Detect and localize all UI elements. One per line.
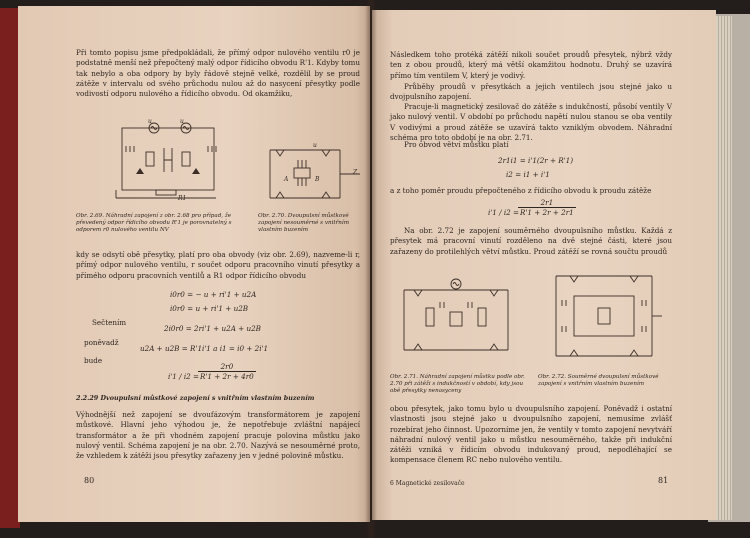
fig269-label-u2: u <box>180 118 184 125</box>
left-equation-4: u2A + u2B = R'1i'1 a i1 = i0 + 2i'1 <box>140 344 269 353</box>
fig269-label-u1: u <box>148 118 152 125</box>
caption-fig-2-69: Obr. 2.69. Náhradní zapojení z obr. 2.68 pro případ, že převedený odpor řídicího obvodu R'1 je porovnatelný s odporem r0 nulového ventilu NV <box>76 213 232 234</box>
right-paragraph-2: Průběhy proudů v přesytkách a jejich ventilech jsou stejné jako u dvojpulsního zapojení. <box>390 82 672 102</box>
figure-2-72 <box>544 268 664 364</box>
left-equation-5-numerator: 2r0 <box>198 362 256 372</box>
label-sectenim: Sečtením <box>92 318 127 327</box>
left-equation-1: i0r0 = − u + ri'1 + u2A <box>170 290 257 299</box>
fig269-label-r1: R1 <box>178 195 187 202</box>
page-right <box>372 10 716 520</box>
fig270-label-b: B <box>315 176 320 183</box>
fig270-label-u: u <box>313 142 317 149</box>
left-equation-5-fraction <box>198 362 256 381</box>
caption-fig-2-70: Obr. 2.70. Dvoupulsní můstkové zapojení nesouměrné s vnitřním vlastním buzením <box>258 213 349 234</box>
right-equation-3-numerator: 2r1 <box>518 198 576 208</box>
right-paragraph-7: obou přesytek, jako tomu bylo u dvoupulsního zapojení. Poněvadž i ostatní vlastnosti jsou stejné jako u dvoupulsního zapojení, nemusíme zvlášť rozebírat jeho činnost. Upozorníme jen, že ventily v tomto zapojení nevytváří náhradní nulový ventil jako u můstku nesouměrného, takže při indukční zátěži vzniká v řídicím obvodu indukovaný proud, nepodléhající se kompensace členem RC nebo nulového ventilu. <box>390 404 672 465</box>
right-equation-1: 2r1i1 = i'1(2r + R'1) <box>498 156 574 165</box>
right-equation-2: i2 = i1 + i'1 <box>506 170 550 179</box>
page-footer: 6 Magnetické zesilovače <box>390 480 465 487</box>
right-equation-3-fraction <box>518 198 576 217</box>
right-paragraph-4: Pro obvod větví můstku platí <box>404 140 509 149</box>
figure-2-69 <box>106 118 246 206</box>
caption-fig-2-72: Obr. 2.72. Souměrné dvoupulsní můstkové zapojení s vnitřním vlastním buzením <box>538 374 659 388</box>
section-heading-2-2-29: 2.2.29 Dvoupulsní můstkové zapojení s vnitřním vlastním buzením <box>76 394 315 402</box>
left-equation-5-lhs: i'1 / i2 = <box>168 372 200 381</box>
left-paragraph-1: Při tomto popisu jsme předpokládali, že přímý odpor nulového ventilu r0 je podstatně menší než přepočtený malý odpor řídicího obvodu R'1. Kdyby tomu tak nebylo a oba odpory by byly řádově stejně velké, rozdělil by se proud zátěže v intervalu od svého průchodu nulou až do nasycení přesytky podle vodivostí odporu nulového a řídicího obvodu. Od okamžiku, <box>76 48 360 99</box>
book-cover-left <box>0 8 20 528</box>
page-number-right: 81 <box>658 476 669 485</box>
figure-2-71 <box>394 274 518 364</box>
label-ponevadz: poněvadž <box>84 338 119 347</box>
book-gutter <box>365 0 377 538</box>
page-left <box>18 6 370 522</box>
caption-fig-2-71: Obr. 2.71. Náhradní zapojení můstku podle obr. 2.70 při zátěži s indukčností v období, kdy jsou obě přesytky nenasyceny <box>390 374 525 395</box>
right-equation-3-denominator: R'1 + 2r + 2r1 <box>520 208 574 217</box>
right-paragraph-1: Následkem toho protéká zátěží nikoli součet proudů přesytek, nýbrž vždy ten z obou proudů, který má větší okamžitou hodnotu. Druhý se uzavírá přímo tím ventilem V, který je vodivý. <box>390 50 672 80</box>
fig270-label-a: A <box>284 176 289 183</box>
left-equation-3: 2i0r0 = 2ri'1 + u2A + u2B <box>164 324 261 333</box>
figure-2-70 <box>262 142 362 204</box>
label-bude: bude <box>84 356 103 365</box>
right-paragraph-6: Na obr. 2.72 je zapojení souměrného dvoupulsního můstku. Každá z přesytek má pracovní vinutí rozděleno na dvě stejné části, které jsou zařazeny do protilehlých větví můstku. Proud zátěží se rovná součtu proudů <box>390 226 672 256</box>
right-equation-3-lhs: i'1 / i2 = <box>488 208 520 217</box>
right-paragraph-5: a z toho poměr proudu přepočteného z řídicího obvodu k proudu zátěže <box>390 186 652 195</box>
fig270-label-z: Z <box>353 169 358 176</box>
left-paragraph-2: kdy se odsytí obě přesytky, platí pro oba obvody (viz obr. 2.69), nazveme-li r, přímý odpor nulového ventilu, r součet odporu pracovního vinutí přesytky a přímého odporu pracovních ventilů a R1 odpor řídicího obvodu <box>76 250 360 280</box>
left-paragraph-3: Výhodnější než zapojení se dvoufázovým transformátorem je zapojení můstkové. Hlavní jeho výhodou je, že nepotřebuje zvláštní napájecí transformátor a že při vhodném zapojení pracuje polovina můstku jako nulový ventil. Schéma zapojení je na obr. 2.70. Nazývá se nesouměrné proto, že vzhledem k zátěži jsou přesytky zařazeny jen v jedné polovině můstku. <box>76 410 360 461</box>
page-number-left: 80 <box>84 476 95 485</box>
left-equation-5-denominator: R'1 + 2r + 4r0 <box>200 372 254 381</box>
left-equation-2: i0r0 = u + ri'1 + u2B <box>170 304 249 313</box>
right-paragraph-3: Pracuje-li magnetický zesilovač do zátěže s indukčností, působí ventily V jako nulový ventil. V období po průchodu napětí nulou stanou se oba ventily V vodivými a proud zátěže se uzavírá takto vzniklým obvodem. Náhradní schéma pro toto období je na obr. 2.71. <box>390 102 672 142</box>
